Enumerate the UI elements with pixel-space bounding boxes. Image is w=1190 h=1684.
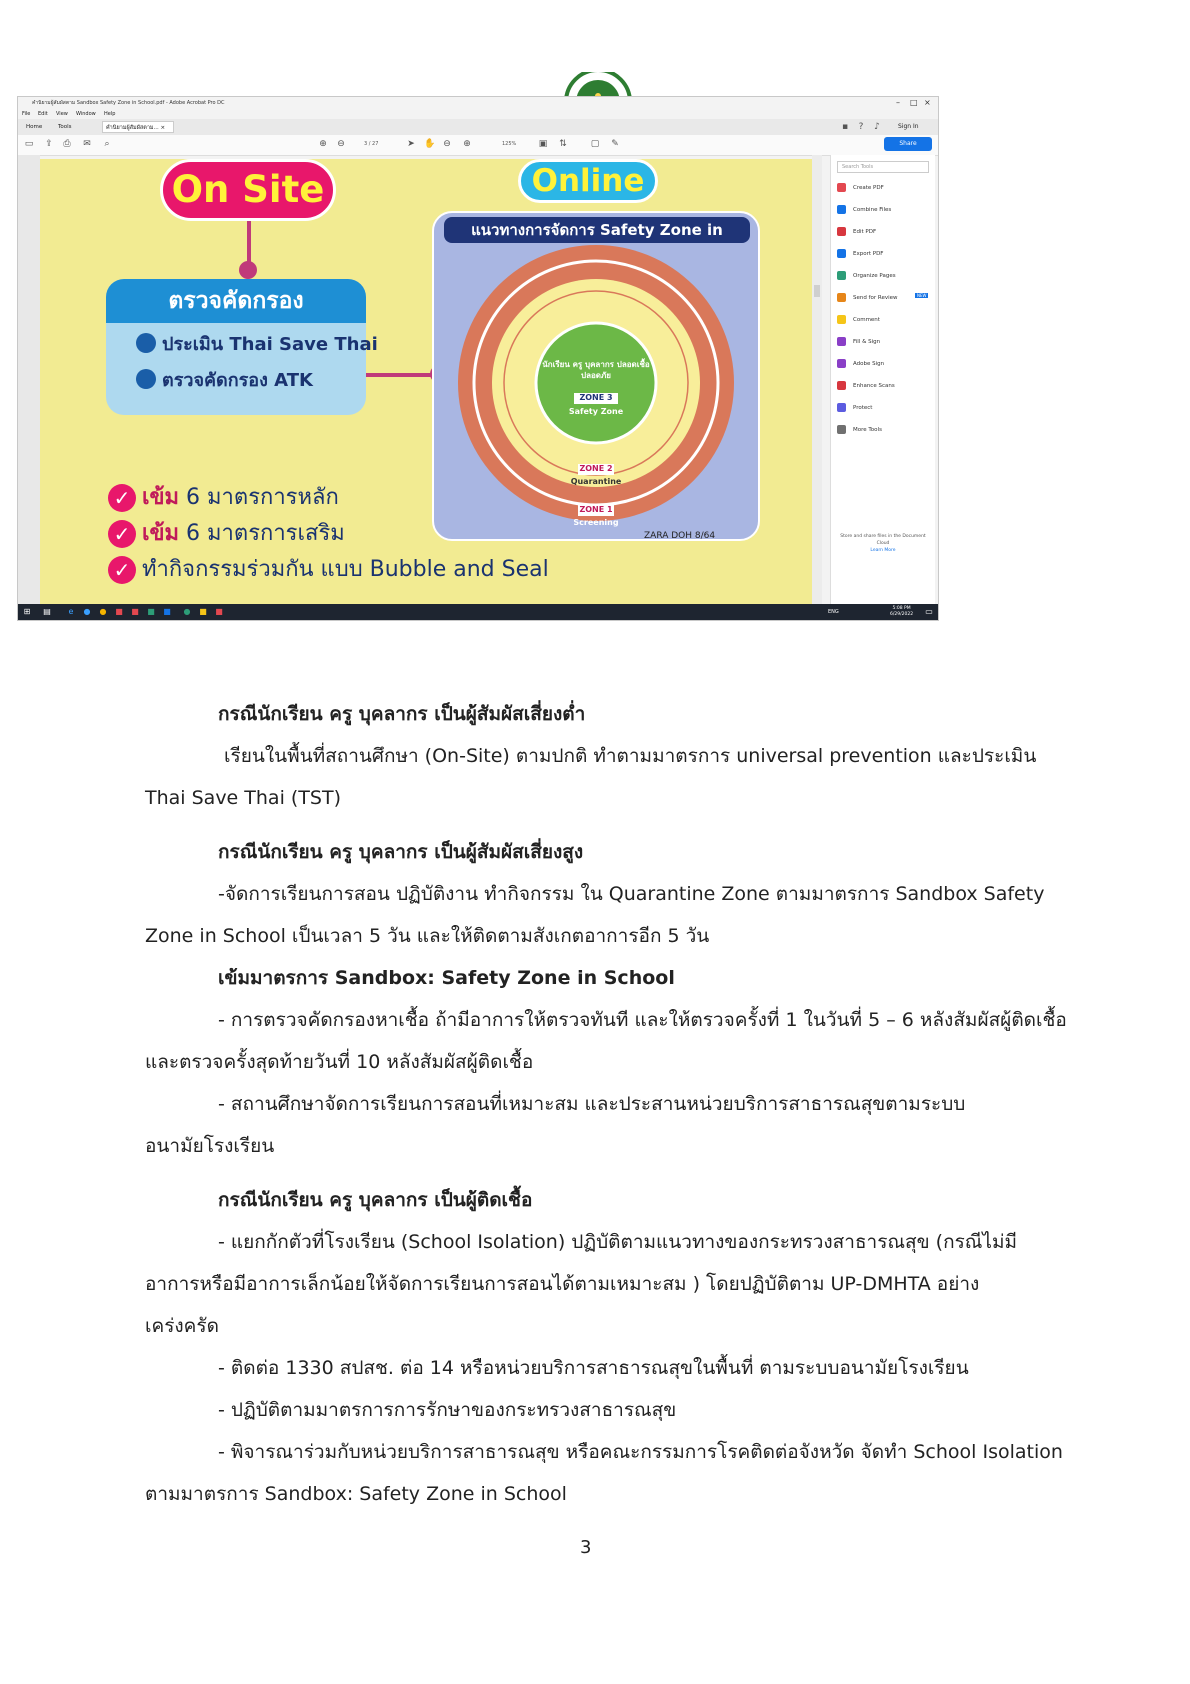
tool-organize-pages[interactable]: Organize Pages [837, 271, 896, 281]
zone3-label: ZONE 3 [579, 393, 613, 402]
help-icon[interactable]: ? [858, 122, 864, 132]
export-icon [837, 249, 846, 258]
page-indicator[interactable]: 3 / 27 [364, 141, 379, 147]
print-icon[interactable]: ⎙ [63, 139, 71, 149]
tool-adobe-sign[interactable]: Adobe Sign [837, 359, 884, 369]
measure-item: ✓ เข้ม 6 มาตรการเสริม [108, 515, 345, 550]
acrobat-icon[interactable]: ■ [215, 607, 223, 616]
heading-high-risk: กรณีนักเรียน ครู บุคลากร เป็นผู้สัมผัสเสี่ยงสูง [218, 841, 584, 863]
paragraph-line: -จัดการเรียนการสอน ปฏิบัติงาน ทำกิจกรรม ใน Quarantine Zone ตามมาตรการ Sandbox Safety [218, 883, 1045, 905]
measure-item: ✓ ทำกิจกรรมร่วมกัน แบบ Bubble and Seal [108, 551, 549, 586]
paragraph-line: - การตรวจคัดกรองหาเชื้อ ถ้ามีอาการให้ตรวจทันที และให้ตรวจครั้งที่ 1 ในวันที่ 5 – 6 หลังสัมผัสผู้ติดเชื้อ [218, 1009, 1067, 1031]
paragraph-line: อาการหรือมีอาการเล็กน้อยให้จัดการเรียนการสอนได้ตามเหมาะสม ) โดยปฏิบัติตาม UP-DMHTA อย่าง [145, 1273, 980, 1295]
tab-bar [18, 119, 938, 135]
zone1-label: ZONE 1 [579, 505, 613, 514]
zone3-center-text: นักเรียน ครู บุคลากร ปลอดเชื้อ ปลอดภัย [542, 360, 650, 380]
create-pdf-icon [837, 183, 846, 192]
learn-more-link[interactable]: Learn More [870, 548, 896, 553]
heading-measures: เข้มมาตรการ Sandbox: Safety Zone in School [218, 967, 675, 989]
menu-edit[interactable]: Edit [38, 111, 48, 117]
bell-icon[interactable]: ♪ [874, 122, 880, 132]
zoom-level[interactable]: 125% [502, 141, 517, 147]
hand-icon[interactable]: ✋ [424, 139, 436, 149]
on-site-badge: On Site [160, 159, 336, 221]
paragraph-line: เคร่งครัด [145, 1315, 219, 1337]
credit-text: ZARA DOH 8/64 [644, 531, 716, 541]
zone3-circle [536, 323, 656, 443]
enhance-icon [837, 381, 846, 390]
paragraph-line: เรียนในพื้นที่สถานศึกษา (On-Site) ตามปกติ ทำตามมาตรการ universal prevention และประเมิน [224, 745, 1037, 767]
paragraph-line: - สถานศึกษาจัดการเรียนการสอนที่เหมาะสม และประสานหน่วยบริการสาธารณสุขตามระบบ [218, 1093, 966, 1115]
zoom-out-icon[interactable]: ⊖ [443, 139, 451, 149]
paragraph-line: Zone in School เป็นเวลา 5 วัน และให้ติดตามสังเกตอาการอีก 5 วัน [145, 925, 710, 947]
tool-more-tools[interactable]: More Tools [837, 425, 882, 435]
send-review-icon [837, 293, 846, 302]
check-icon: ✓ [108, 520, 136, 548]
window-title: คำนิยามผู้สัมผัสตาม Sandbox Safety Zone in School.pdf - Adobe Acrobat Pro DC [32, 100, 225, 106]
search-tools-input[interactable]: Search Tools [837, 161, 929, 173]
paragraph-line: - พิจารณาร่วมกับหน่วยบริการสาธารณสุข หรือคณะกรรมการโรคติดต่อจังหวัด จัดทำ School Isolation [218, 1441, 1063, 1463]
folder-icon[interactable]: ■ [199, 607, 207, 616]
taskview-icon[interactable]: ▤ [43, 607, 51, 616]
fit-page-icon[interactable]: ▣ [538, 139, 548, 149]
browser-icon[interactable]: ● [83, 607, 91, 616]
notification-icon[interactable]: ▭ [925, 607, 933, 616]
vertical-scrollbar[interactable] [812, 155, 822, 604]
bullet-icon [136, 333, 156, 353]
edit-pdf-icon [837, 227, 846, 236]
zone2-label: ZONE 2 [579, 464, 613, 473]
menu-bar [18, 109, 938, 119]
adobe-sign-icon [837, 359, 846, 368]
scroll-icon[interactable]: ⇅ [559, 139, 567, 149]
page-number: 3 [580, 1537, 592, 1558]
online-panel-title: แนวทางการจัดการ Safety Zone in [444, 217, 750, 243]
screening-title: ตรวจคัดกรอง [106, 279, 366, 323]
menu-help[interactable]: Help [104, 111, 116, 117]
zone3-name: Safety Zone [568, 407, 624, 416]
embedded-screenshot [17, 96, 939, 621]
tool-send-review[interactable]: Send for Review [837, 293, 898, 303]
tab-home[interactable]: Home [26, 124, 43, 130]
paragraph-line: - แยกกักตัวที่โรงเรียน (School Isolation) ปฏิบัติตามแนวทางของกระทรวงสาธารณสุข (กรณีไม่มี [218, 1231, 1018, 1253]
heading-infected: กรณีนักเรียน ครู บุคลากร เป็นผู้ติดเชื้อ [218, 1189, 533, 1211]
slide [40, 159, 812, 604]
line-icon[interactable]: ● [183, 607, 191, 616]
online-badge: Online [518, 159, 658, 203]
heading-low-risk: กรณีนักเรียน ครู บุคลากร เป็นผู้สัมผัสเสี่ยงต่ำ [218, 703, 586, 725]
email-icon[interactable]: ✉ [83, 139, 91, 149]
organize-icon [837, 271, 846, 280]
comment-icon [837, 315, 846, 324]
paragraph-line: Thai Save Thai (TST) [145, 787, 341, 809]
pen-icon[interactable]: ✎ [611, 139, 619, 149]
check-icon: ✓ [108, 484, 136, 512]
new-badge: NEW [917, 293, 927, 298]
upload-icon[interactable]: ⇪ [45, 139, 53, 149]
page-up-icon[interactable]: ⊕ [319, 139, 327, 149]
lang-indicator[interactable]: ENG [828, 609, 839, 615]
tools-panel [830, 155, 935, 604]
tab-tools[interactable]: Tools [58, 124, 72, 130]
select-icon[interactable]: ➤ [407, 139, 415, 149]
menu-view[interactable]: View [56, 111, 68, 117]
connector-line [366, 373, 436, 377]
connector-dot [239, 261, 257, 279]
menu-window[interactable]: Window [76, 111, 96, 117]
app-icon[interactable]: ■ [131, 607, 139, 616]
sign-in-link[interactable]: Sign In [898, 123, 919, 130]
taskbar [18, 604, 938, 620]
more-tools-icon [837, 425, 846, 434]
zoom-in-icon[interactable]: ⊕ [463, 139, 471, 149]
chat-icon[interactable]: ▪ [841, 122, 849, 132]
paragraph-line: และตรวจครั้งสุดท้ายวันที่ 10 หลังสัมผัสผู้ติดเชื้อ [145, 1051, 534, 1073]
left-nav-strip[interactable] [18, 155, 40, 604]
tool-enhance-scans[interactable]: Enhance Scans [837, 381, 895, 391]
toolbar [18, 135, 938, 156]
measure-item: ✓ เข้ม 6 มาตรการหลัก [108, 479, 339, 514]
paragraph-line: - ปฏิบัติตามมาตรการการรักษาของกระทรวงสาธารณสุข [218, 1399, 677, 1421]
paragraph-line: อนามัยโรงเรียน [145, 1135, 275, 1157]
check-icon: ✓ [108, 556, 136, 584]
title-bar [18, 97, 938, 109]
excel-icon[interactable]: ■ [147, 607, 155, 616]
word-icon[interactable]: ■ [163, 607, 171, 616]
create-icon[interactable]: ▭ [24, 139, 34, 149]
tool-export-pdf[interactable]: Export PDF [837, 249, 883, 259]
maximize-icon[interactable]: □ [910, 98, 918, 107]
zone1-name: Screening [573, 518, 619, 527]
tool-create-pdf[interactable]: Create PDF [837, 183, 884, 193]
bullet-icon [136, 369, 156, 389]
share-button[interactable]: Share [884, 137, 932, 151]
close-icon[interactable]: × [924, 98, 931, 107]
menu-file[interactable]: File [22, 111, 31, 117]
edge-icon[interactable]: e [68, 607, 74, 616]
tool-comment[interactable]: Comment [837, 315, 880, 325]
tab-document[interactable]: คำนิยามผู้สัมผัสตาม... × [102, 121, 174, 133]
chrome-icon[interactable]: ● [99, 607, 107, 616]
minimize-icon[interactable]: – [896, 98, 900, 107]
tool-fill-sign[interactable]: Fill & Sign [837, 337, 880, 347]
page-down-icon[interactable]: ⊖ [337, 139, 345, 149]
start-icon[interactable]: ⊞ [23, 607, 31, 616]
screening-item: ตรวจคัดกรอง ATK [136, 365, 313, 394]
comment-icon[interactable]: ▢ [590, 139, 600, 149]
cloud-footer-text: Store and share files in the Document Cloud [840, 534, 926, 546]
combine-icon [837, 205, 846, 214]
tool-edit-pdf[interactable]: Edit PDF [837, 227, 876, 237]
paragraph-line: ตามมาตรการ Sandbox: Safety Zone in School [145, 1483, 567, 1505]
clock[interactable]: 5:08 PM 6/29/2022 [890, 606, 914, 617]
zone2-name: Quarantine [570, 477, 622, 486]
app-icon[interactable]: ■ [115, 607, 123, 616]
fill-sign-icon [837, 337, 846, 346]
tool-protect[interactable]: Protect [837, 403, 872, 413]
screening-item: ประเมิน Thai Save Thai [136, 329, 378, 358]
search-icon[interactable]: ⌕ [104, 139, 110, 149]
paragraph-line: - ติดต่อ 1330 สปสช. ต่อ 14 หรือหน่วยบริการสาธารณสุขในพื้นที่ ตามระบบอนามัยโรงเรียน [218, 1357, 969, 1379]
tool-combine-files[interactable]: Combine Files [837, 205, 891, 215]
protect-icon [837, 403, 846, 412]
